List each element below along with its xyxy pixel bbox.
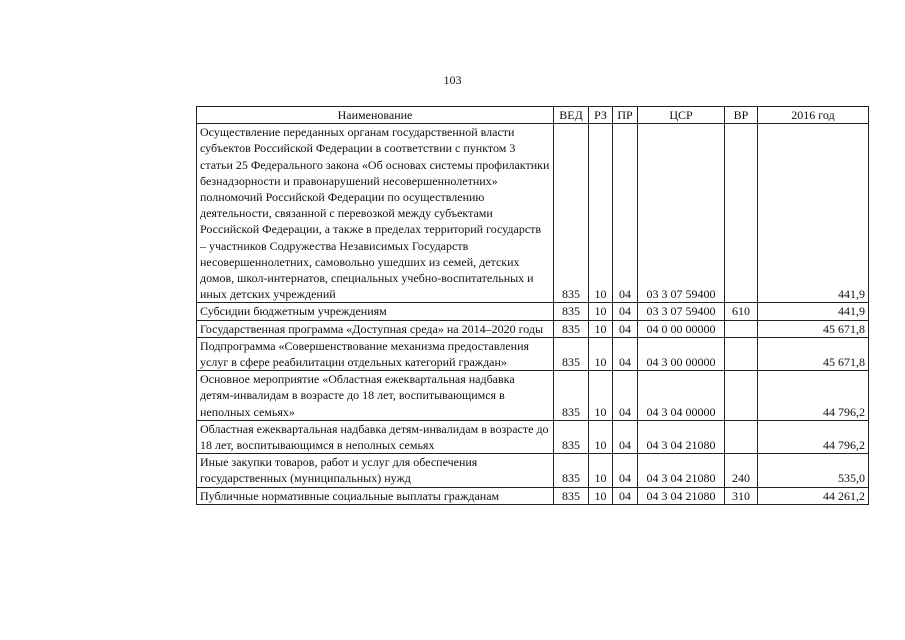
row-vr: 610	[725, 303, 758, 320]
row-amount: 45 671,8	[758, 337, 869, 370]
table-row	[197, 454, 869, 487]
row-rz: 10	[589, 420, 613, 453]
row-csr: 03 3 07 59400	[638, 124, 725, 303]
row-vr	[725, 420, 758, 453]
row-pr: 04	[613, 337, 638, 370]
row-ved: 835	[554, 320, 589, 337]
row-ved: 835	[554, 371, 589, 421]
row-pr: 04	[613, 124, 638, 303]
row-amount: 441,9	[758, 303, 869, 320]
row-csr: 04 3 04 21080	[638, 420, 725, 453]
row-rz: 10	[589, 454, 613, 487]
row-name: Иные закупки товаров, работ и услуг для обеспечения государственных (муниципальных) нужд	[197, 454, 554, 487]
row-rz: 10	[589, 371, 613, 421]
row-csr: 04 0 00 00000	[638, 320, 725, 337]
row-ved: 835	[554, 124, 589, 303]
row-csr: 04 3 04 21080	[638, 454, 725, 487]
row-ved: 835	[554, 487, 589, 504]
table-row	[197, 420, 869, 453]
column-header-pr: ПР	[613, 107, 638, 124]
column-header-vr: ВР	[725, 107, 758, 124]
row-amount: 44 261,2	[758, 487, 869, 504]
row-pr: 04	[613, 320, 638, 337]
table-row	[197, 124, 869, 303]
row-vr: 240	[725, 454, 758, 487]
row-pr: 04	[613, 454, 638, 487]
row-vr	[725, 320, 758, 337]
column-header-name: Наименование	[197, 107, 554, 124]
row-csr: 04 3 00 00000	[638, 337, 725, 370]
row-amount: 535,0	[758, 454, 869, 487]
row-amount: 44 796,2	[758, 371, 869, 421]
row-name: Основное мероприятие «Областная ежеквартальная надбавка детям-инвалидам в возрасте до 18 лет, воспитывающимся в неполных семьях»	[197, 371, 554, 421]
row-vr	[725, 337, 758, 370]
row-rz: 10	[589, 124, 613, 303]
row-pr: 04	[613, 487, 638, 504]
table-row	[197, 303, 869, 320]
row-pr: 04	[613, 420, 638, 453]
row-csr: 04 3 04 21080	[638, 487, 725, 504]
row-vr	[725, 124, 758, 303]
table-row	[197, 487, 869, 504]
row-name: Областная ежеквартальная надбавка детям-инвалидам в возрасте до 18 лет, воспитывающимся в неполных семьях	[197, 420, 554, 453]
row-ved: 835	[554, 303, 589, 320]
row-name: Публичные нормативные социальные выплаты гражданам	[197, 487, 554, 504]
table-row	[197, 337, 869, 370]
row-ved: 835	[554, 337, 589, 370]
row-name: Подпрограмма «Совершенствование механизма предоставления услуг в сфере реабилитации отдельных категорий граждан»	[197, 337, 554, 370]
row-pr: 04	[613, 371, 638, 421]
row-amount: 45 671,8	[758, 320, 869, 337]
row-name: Государственная программа «Доступная среда» на 2014–2020 годы	[197, 320, 554, 337]
row-csr: 03 3 07 59400	[638, 303, 725, 320]
row-pr: 04	[613, 303, 638, 320]
row-rz: 10	[589, 303, 613, 320]
row-vr	[725, 371, 758, 421]
row-vr: 310	[725, 487, 758, 504]
row-csr: 04 3 04 00000	[638, 371, 725, 421]
column-header-ved: ВЕД	[554, 107, 589, 124]
row-name: Субсидии бюджетным учреждениям	[197, 303, 554, 320]
row-ved: 835	[554, 420, 589, 453]
table-row	[197, 371, 869, 421]
row-name: Осуществление переданных органам государственной власти субъектов Российской Федерации в соответствии с пунктом 3 статьи 25 Федерального закона «Об основах системы профилактики безнадзорности и правонарушений несовершеннолетних» полномочий Российской Федерации по осуществлению деятельности, связанной с перевозкой между субъектами Российской Федерации, а также в пределах территорий государств – участников Содружества Независимых Государств несовершеннолетних, самовольно ушедших из семей, детских домов, школ-интернатов, специальных учебно-воспитательных и иных детских учреждений	[197, 124, 554, 303]
column-header-csr: ЦСР	[638, 107, 725, 124]
table-header-row	[197, 107, 869, 124]
page-number: 103	[443, 73, 462, 87]
row-ved: 835	[554, 454, 589, 487]
row-rz: 10	[589, 320, 613, 337]
row-amount: 441,9	[758, 124, 869, 303]
budget-table	[196, 106, 869, 505]
row-rz: 10	[589, 337, 613, 370]
table-row	[197, 320, 869, 337]
column-header-rz: РЗ	[589, 107, 613, 124]
row-amount: 44 796,2	[758, 420, 869, 453]
row-rz: 10	[589, 487, 613, 504]
column-header-year: 2016 год	[758, 107, 869, 124]
